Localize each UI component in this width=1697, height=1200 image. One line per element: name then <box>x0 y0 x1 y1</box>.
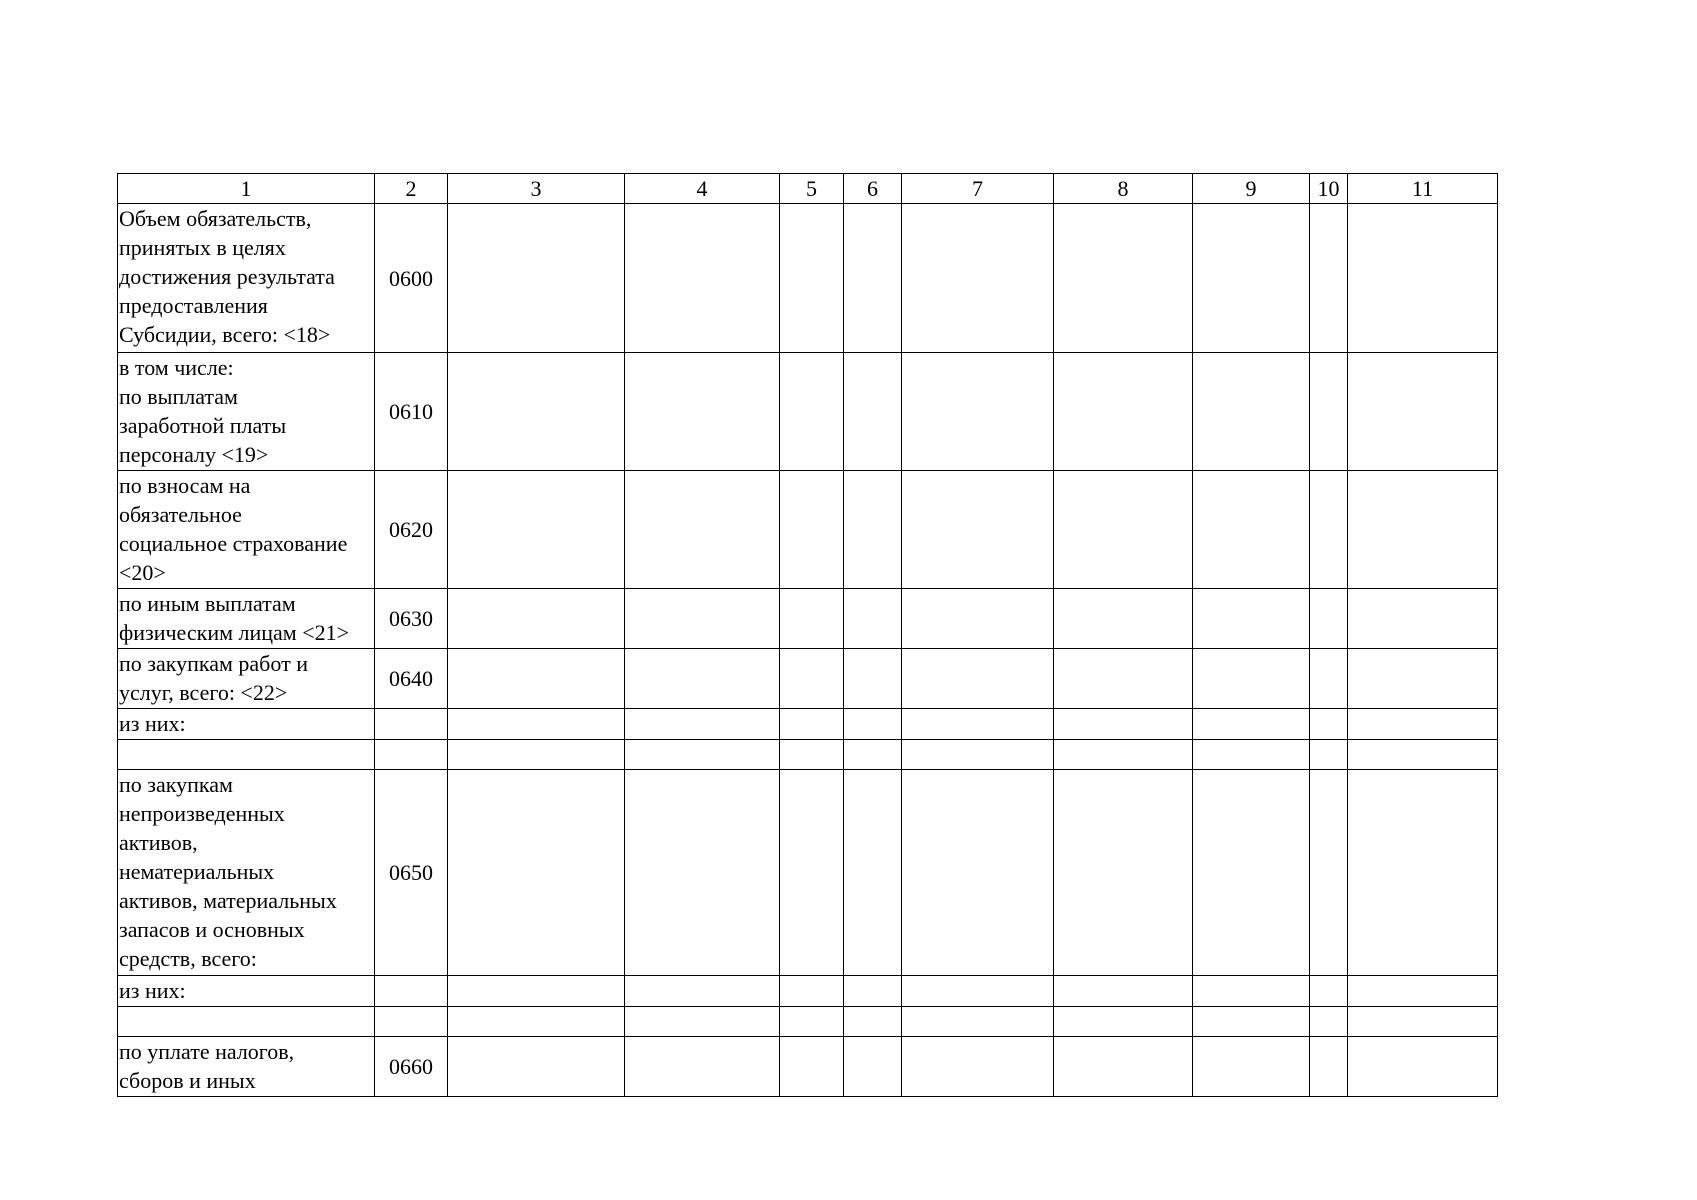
value-cell[interactable] <box>448 709 625 740</box>
column-number-11: 11 <box>1348 174 1498 204</box>
row-label: по иным выплатам физическим лицам <21> <box>118 589 375 649</box>
row-code: 0610 <box>375 353 448 471</box>
column-number-6: 6 <box>844 174 902 204</box>
value-cell[interactable] <box>1054 589 1193 649</box>
value-cell[interactable] <box>902 353 1054 471</box>
report-table <box>117 173 1498 1097</box>
value-cell[interactable] <box>1054 649 1193 709</box>
row-code: 0630 <box>375 589 448 649</box>
value-cell[interactable] <box>1310 649 1348 709</box>
value-cell[interactable] <box>1054 770 1193 976</box>
column-number-8: 8 <box>1054 174 1193 204</box>
value-cell[interactable] <box>1310 976 1348 1007</box>
value-cell[interactable] <box>625 353 780 471</box>
value-cell[interactable] <box>1348 649 1498 709</box>
value-cell[interactable] <box>1054 709 1193 740</box>
table-row <box>118 770 1498 976</box>
column-number-9: 9 <box>1193 174 1310 204</box>
value-cell[interactable] <box>1348 204 1498 353</box>
column-number-3: 3 <box>448 174 625 204</box>
value-cell[interactable] <box>1348 589 1498 649</box>
value-cell[interactable] <box>1348 1037 1498 1097</box>
value-cell[interactable] <box>1193 589 1310 649</box>
row-label <box>118 1007 375 1037</box>
value-cell[interactable] <box>448 471 625 589</box>
row-code <box>375 1007 448 1037</box>
value-cell[interactable] <box>844 770 902 976</box>
row-code: 0640 <box>375 649 448 709</box>
value-cell[interactable] <box>1348 709 1498 740</box>
column-number-5: 5 <box>780 174 844 204</box>
value-cell[interactable] <box>780 1037 844 1097</box>
column-number-7: 7 <box>902 174 1054 204</box>
value-cell[interactable] <box>780 770 844 976</box>
value-cell[interactable] <box>1054 976 1193 1007</box>
row-code <box>375 740 448 770</box>
value-cell[interactable] <box>1310 471 1348 589</box>
value-cell[interactable] <box>902 649 1054 709</box>
value-cell[interactable] <box>780 204 844 353</box>
value-cell[interactable] <box>1348 976 1498 1007</box>
value-cell[interactable] <box>1348 770 1498 976</box>
value-cell[interactable] <box>844 709 902 740</box>
value-cell[interactable] <box>1310 1037 1348 1097</box>
value-cell[interactable] <box>844 1037 902 1097</box>
value-cell[interactable] <box>625 1007 780 1037</box>
value-cell[interactable] <box>625 471 780 589</box>
value-cell[interactable] <box>1193 770 1310 976</box>
table-row <box>118 740 1498 770</box>
value-cell[interactable] <box>1054 204 1193 353</box>
value-cell[interactable] <box>844 1007 902 1037</box>
value-cell[interactable] <box>1193 976 1310 1007</box>
value-cell[interactable] <box>1348 353 1498 471</box>
value-cell[interactable] <box>1054 1037 1193 1097</box>
value-cell[interactable] <box>1348 1007 1498 1037</box>
value-cell[interactable] <box>844 353 902 471</box>
table-row <box>118 1007 1498 1037</box>
value-cell[interactable] <box>1193 471 1310 589</box>
value-cell[interactable] <box>625 740 780 770</box>
value-cell[interactable] <box>1310 740 1348 770</box>
value-cell[interactable] <box>902 471 1054 589</box>
value-cell[interactable] <box>1054 471 1193 589</box>
value-cell[interactable] <box>1054 353 1193 471</box>
value-cell[interactable] <box>844 589 902 649</box>
row-code <box>375 709 448 740</box>
header-row <box>118 174 1498 204</box>
value-cell[interactable] <box>1310 770 1348 976</box>
value-cell[interactable] <box>902 1007 1054 1037</box>
value-cell[interactable] <box>844 740 902 770</box>
value-cell[interactable] <box>625 649 780 709</box>
value-cell[interactable] <box>448 740 625 770</box>
column-number-1: 1 <box>118 174 375 204</box>
table-row <box>118 471 1498 589</box>
value-cell[interactable] <box>780 1007 844 1037</box>
value-cell[interactable] <box>1310 204 1348 353</box>
row-label: по закупкам непроизведенных активов, нематериальных активов, материальных запасов и основных средств, всего: <box>118 770 375 976</box>
value-cell[interactable] <box>1348 740 1498 770</box>
value-cell[interactable] <box>625 1037 780 1097</box>
value-cell[interactable] <box>448 204 625 353</box>
row-label: по уплате налогов, сборов и иных <box>118 1037 375 1097</box>
row-code <box>375 976 448 1007</box>
row-label: из них: <box>118 976 375 1007</box>
row-label: Объем обязательств, принятых в целях достижения результата предоставления Субсидии, всего: <18> <box>118 204 375 353</box>
value-cell[interactable] <box>625 709 780 740</box>
column-number-2: 2 <box>375 174 448 204</box>
value-cell[interactable] <box>448 1037 625 1097</box>
value-cell[interactable] <box>448 976 625 1007</box>
value-cell[interactable] <box>625 204 780 353</box>
value-cell[interactable] <box>1193 1007 1310 1037</box>
table-row <box>118 204 1498 353</box>
value-cell[interactable] <box>902 976 1054 1007</box>
value-cell[interactable] <box>1054 740 1193 770</box>
value-cell[interactable] <box>1193 1037 1310 1097</box>
value-cell[interactable] <box>448 589 625 649</box>
value-cell[interactable] <box>1193 740 1310 770</box>
value-cell[interactable] <box>1348 471 1498 589</box>
value-cell[interactable] <box>1193 204 1310 353</box>
row-code: 0660 <box>375 1037 448 1097</box>
table-row <box>118 1037 1498 1097</box>
value-cell[interactable] <box>780 740 844 770</box>
table-row <box>118 709 1498 740</box>
row-code: 0620 <box>375 471 448 589</box>
value-cell[interactable] <box>448 770 625 976</box>
value-cell[interactable] <box>844 204 902 353</box>
row-label <box>118 740 375 770</box>
row-label: по взносам на обязательное социальное страхование <20> <box>118 471 375 589</box>
value-cell[interactable] <box>1310 709 1348 740</box>
value-cell[interactable] <box>1310 589 1348 649</box>
value-cell[interactable] <box>902 709 1054 740</box>
value-cell[interactable] <box>902 740 1054 770</box>
value-cell[interactable] <box>902 1037 1054 1097</box>
value-cell[interactable] <box>780 709 844 740</box>
value-cell[interactable] <box>780 976 844 1007</box>
row-label: из них: <box>118 709 375 740</box>
value-cell[interactable] <box>780 649 844 709</box>
table-row <box>118 589 1498 649</box>
table-row <box>118 976 1498 1007</box>
row-label: по закупкам работ и услуг, всего: <22> <box>118 649 375 709</box>
row-code: 0600 <box>375 204 448 353</box>
value-cell[interactable] <box>1310 353 1348 471</box>
row-label: в том числе: по выплатам заработной платы персоналу <19> <box>118 353 375 471</box>
value-cell[interactable] <box>625 589 780 649</box>
value-cell[interactable] <box>844 649 902 709</box>
column-number-10: 10 <box>1310 174 1348 204</box>
value-cell[interactable] <box>780 471 844 589</box>
value-cell[interactable] <box>844 976 902 1007</box>
value-cell[interactable] <box>448 1007 625 1037</box>
value-cell[interactable] <box>448 353 625 471</box>
table-row <box>118 353 1498 471</box>
column-number-4: 4 <box>625 174 780 204</box>
value-cell[interactable] <box>844 471 902 589</box>
value-cell[interactable] <box>902 589 1054 649</box>
value-cell[interactable] <box>1310 1007 1348 1037</box>
value-cell[interactable] <box>902 204 1054 353</box>
value-cell[interactable] <box>625 976 780 1007</box>
table-row <box>118 649 1498 709</box>
value-cell[interactable] <box>902 770 1054 976</box>
value-cell[interactable] <box>780 589 844 649</box>
value-cell[interactable] <box>1193 353 1310 471</box>
value-cell[interactable] <box>1193 709 1310 740</box>
value-cell[interactable] <box>1193 649 1310 709</box>
value-cell[interactable] <box>1054 1007 1193 1037</box>
value-cell[interactable] <box>448 649 625 709</box>
value-cell[interactable] <box>780 353 844 471</box>
value-cell[interactable] <box>625 770 780 976</box>
row-code: 0650 <box>375 770 448 976</box>
